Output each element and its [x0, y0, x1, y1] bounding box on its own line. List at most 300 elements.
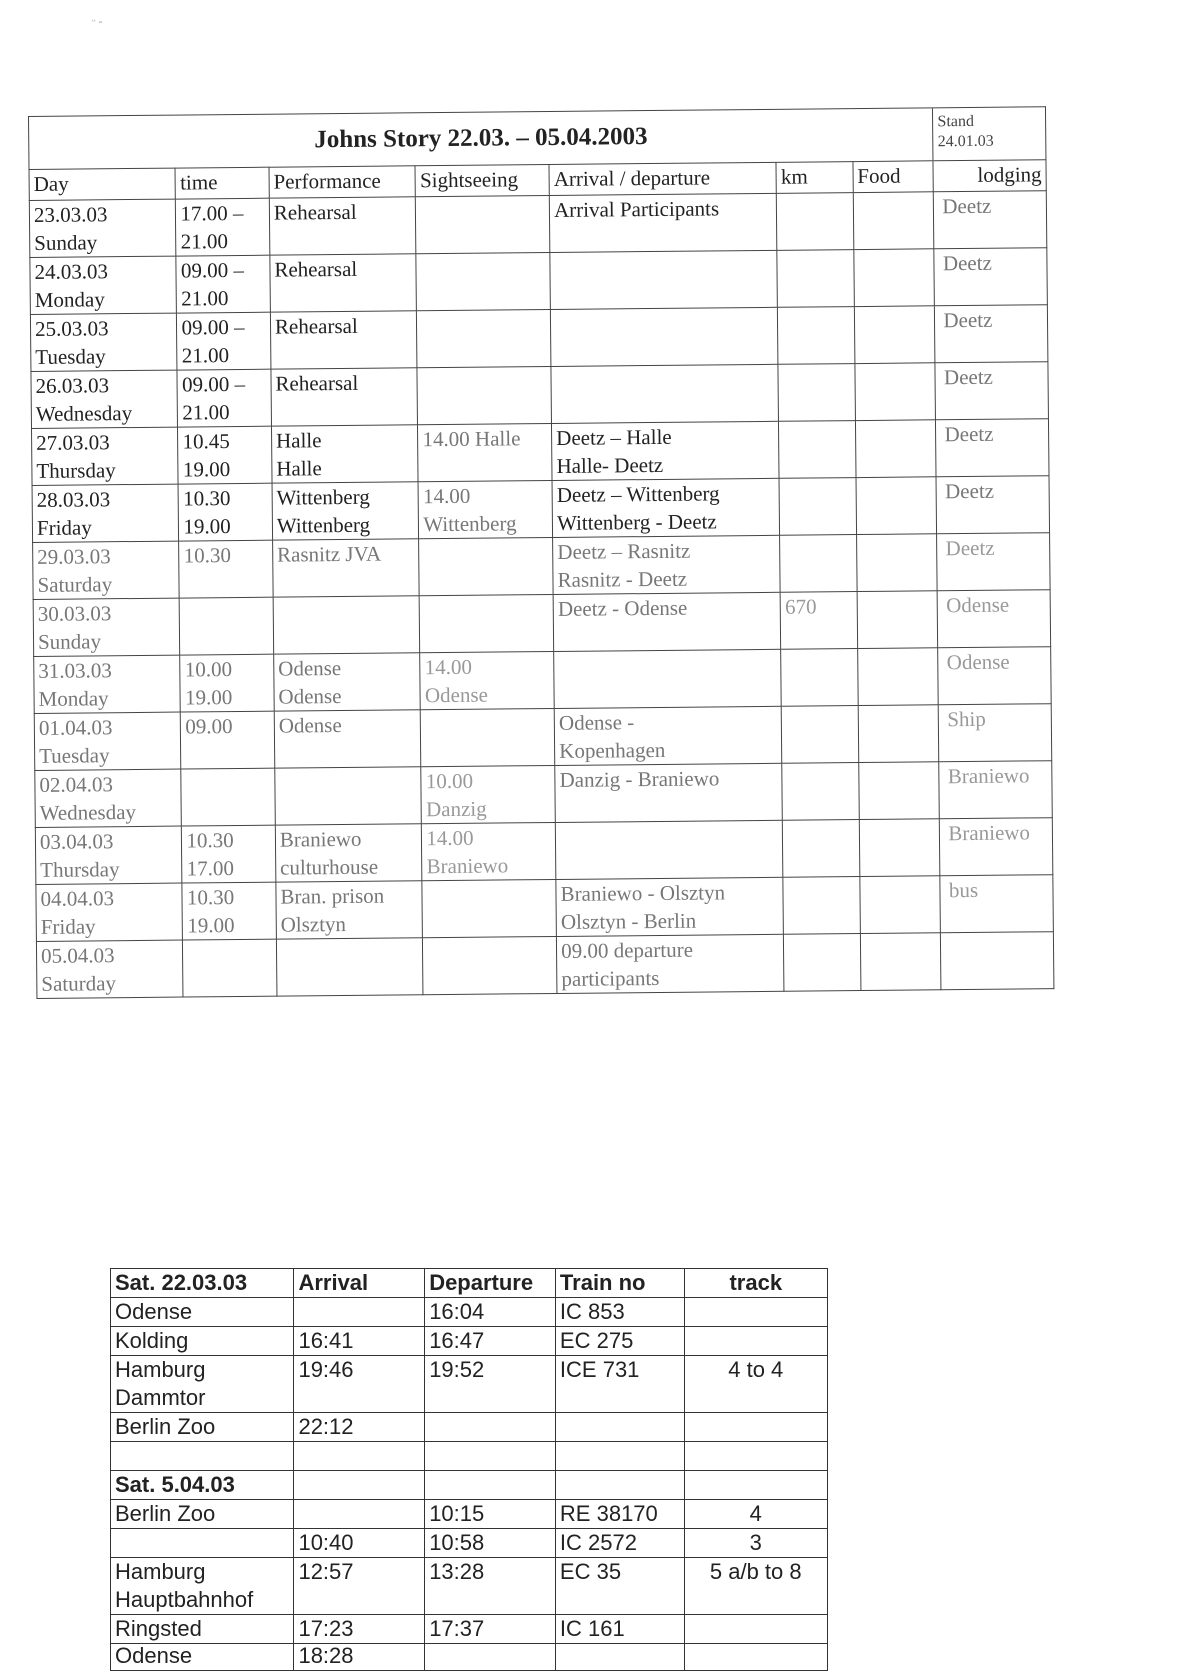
- lodging-cell: Deetz: [935, 362, 1048, 420]
- arrival-departure-cell: [552, 478, 780, 537]
- blank-row: [111, 1442, 828, 1471]
- performance-cell: [269, 197, 416, 255]
- sightseeing-cell: [417, 309, 551, 367]
- station-name: Hamburg: [115, 1357, 206, 1382]
- food-cell: [860, 933, 941, 991]
- km-cell: [779, 478, 856, 536]
- cell-line: Rehearsal: [274, 313, 358, 339]
- station-cell: [111, 1644, 294, 1671]
- time-cell: [180, 597, 274, 655]
- departure-cell: [425, 1413, 556, 1442]
- km-cell: [784, 934, 861, 992]
- train-cell: IC 853: [555, 1298, 684, 1327]
- day-date: 01.04.03: [38, 715, 113, 740]
- day-weekday: Monday: [34, 287, 105, 312]
- arrival-value: 18:28: [298, 1643, 354, 1668]
- station-name: Berlin Zoo: [115, 1414, 216, 1439]
- sightseeing-cell: [419, 537, 553, 595]
- train-cell: [555, 1644, 684, 1671]
- arrival-departure-cell: [555, 820, 783, 879]
- day-cell: [36, 940, 183, 998]
- arrival-cell: 22:12: [294, 1413, 425, 1442]
- arrival-cell: [294, 1500, 425, 1529]
- lodging-cell: Deetz: [936, 419, 1049, 477]
- day-weekday: Friday: [40, 914, 96, 939]
- blank-cell: [555, 1442, 684, 1471]
- departure-cell: [425, 1644, 556, 1671]
- performance-cell: [276, 938, 423, 996]
- day-weekday: Wednesday: [35, 401, 133, 426]
- header-km: km: [776, 162, 853, 194]
- day-date: 30.03.03: [37, 601, 112, 626]
- performance-cell: [275, 824, 422, 882]
- cell-line: participants: [561, 965, 660, 991]
- day-weekday: Tuesday: [35, 344, 106, 369]
- day-date: 29.03.03: [37, 544, 111, 569]
- station-name: Dammtor: [115, 1385, 206, 1410]
- day-cell: [30, 256, 177, 314]
- cell-line: Wittenberg: [276, 484, 370, 510]
- cell-line: 21.00: [180, 229, 229, 254]
- day-date: 27.03.03: [36, 430, 110, 455]
- cell-line: Arrival Participants: [553, 196, 720, 222]
- arrival-departure-cell: [553, 592, 781, 651]
- time-cell: [182, 825, 276, 883]
- day-cell: [32, 484, 179, 542]
- time-cell: [176, 255, 270, 313]
- sightseeing-cell: [422, 879, 556, 937]
- train-cell: EC 275: [555, 1327, 684, 1356]
- food-cell: [858, 762, 939, 820]
- blank-cell: [425, 1442, 556, 1471]
- blank-cell: [294, 1442, 425, 1471]
- cell-line: 10.00: [184, 657, 233, 682]
- arrival-departure-cell: [557, 934, 785, 993]
- cell-line: Kopenhagen: [559, 737, 666, 763]
- km-cell: [783, 877, 860, 935]
- day-weekday: Sunday: [37, 629, 102, 654]
- time-cell: [178, 426, 272, 484]
- cell-line: 21.00: [181, 343, 230, 368]
- train-cell: [555, 1413, 684, 1442]
- blank-cell: [555, 1471, 684, 1500]
- cell-line: Deetz – Wittenberg: [556, 481, 720, 507]
- cell-line: 14.00: [426, 825, 474, 851]
- food-cell: [854, 249, 935, 307]
- day-weekday: Monday: [38, 686, 109, 711]
- food-cell: [857, 648, 938, 706]
- cell-line: 14.00: [422, 483, 471, 509]
- performance-cell: [276, 881, 423, 939]
- sightseeing-cell: [422, 822, 556, 880]
- stand-label: Stand: [937, 112, 975, 131]
- performance-cell: [272, 482, 419, 540]
- day-weekday: Friday: [36, 515, 92, 540]
- km-cell: [778, 364, 855, 422]
- station-name: Kolding: [115, 1328, 189, 1353]
- day-cell: [35, 769, 182, 827]
- departure-cell: 10:58: [425, 1529, 556, 1558]
- train-row: [111, 1644, 828, 1671]
- arrival-departure-cell: [554, 706, 782, 765]
- schedule-row: [34, 704, 1052, 771]
- lodging-cell: [941, 932, 1054, 990]
- cell-line: 09.00 –: [181, 314, 245, 340]
- departure-cell: 17:37: [425, 1615, 556, 1644]
- time-cell: [183, 939, 277, 997]
- stand-date: 24.01.03: [937, 132, 994, 151]
- cell-line: 09.00 departure: [561, 937, 694, 963]
- schedule-row: [31, 362, 1049, 429]
- performance-cell: [271, 425, 418, 483]
- track-cell: [684, 1327, 827, 1356]
- lodging-cell: bus: [940, 875, 1053, 933]
- cell-line: Olsztyn - Berlin: [560, 908, 697, 934]
- cell-line: Odense: [278, 713, 342, 738]
- departure-cell: 13:28: [425, 1558, 556, 1615]
- performance-cell: [273, 596, 420, 654]
- cell-line: culturhouse: [280, 854, 379, 880]
- time-cell: [177, 369, 271, 427]
- train-cell: IC 2572: [555, 1529, 684, 1558]
- time-cell: [181, 711, 275, 769]
- day-weekday: Thursday: [40, 857, 120, 882]
- km-cell: [779, 421, 856, 479]
- sightseeing-cell: [421, 708, 555, 766]
- departure-cell: 16:04: [425, 1298, 556, 1327]
- day-cell: [34, 655, 181, 713]
- train-row: [111, 1558, 828, 1615]
- cell-line: Wittenberg: [423, 511, 517, 537]
- cell-line: Deetz – Rasnitz: [557, 538, 691, 564]
- day-date: 05.04.03: [40, 943, 115, 968]
- arrival-cell: 16:41: [294, 1327, 425, 1356]
- schedule-row: [35, 818, 1053, 885]
- cell-line: Halle- Deetz: [556, 452, 664, 478]
- blank-cell: [294, 1471, 425, 1500]
- day-cell: [33, 541, 180, 599]
- schedule-title: Johns Story 22.03. – 05.04.2003: [29, 108, 934, 170]
- lodging-cell: Braniewo: [940, 818, 1053, 876]
- day-weekday: Tuesday: [39, 743, 110, 768]
- day-weekday: Wednesday: [39, 799, 137, 825]
- cell-line: 09.00: [185, 714, 233, 739]
- cell-line: Wittenberg: [276, 512, 371, 538]
- day-weekday: Saturday: [41, 971, 117, 996]
- cell-line: 19.00: [187, 913, 235, 938]
- food-cell: [856, 477, 937, 535]
- km-cell: 670: [780, 592, 857, 650]
- arrival-departure-cell: [551, 307, 779, 366]
- track-cell: 5 a/b to 8: [684, 1558, 827, 1615]
- schedule-row: [30, 305, 1048, 372]
- food-cell: [856, 534, 937, 592]
- arrival-cell: 10:40: [294, 1529, 425, 1558]
- sightseeing-cell: [420, 651, 554, 709]
- station-name: Hamburg: [115, 1559, 206, 1584]
- lodging-cell: Deetz: [937, 533, 1050, 591]
- cell-line: Wittenberg - Deetz: [556, 509, 717, 535]
- train-row: [111, 1327, 828, 1356]
- km-cell: [780, 535, 857, 593]
- day-date: 03.04.03: [39, 829, 114, 854]
- food-cell: [859, 819, 940, 877]
- station-name: Odense: [115, 1299, 193, 1324]
- day-cell: [36, 883, 183, 941]
- cell-line: Deetz - Odense: [557, 595, 688, 621]
- departure-cell: 19:52: [425, 1356, 556, 1413]
- header-train-no: Train no: [555, 1269, 684, 1298]
- cell-line: Danzig: [425, 796, 487, 822]
- departure-cell: 10:15: [425, 1500, 556, 1529]
- day-date: 28.03.03: [36, 487, 111, 512]
- corner-mark: ᵕ -: [92, 14, 103, 28]
- lodging-cell: Deetz: [934, 191, 1047, 249]
- track-cell: 4 to 4: [684, 1356, 827, 1413]
- lodging-cell: Braniewo: [939, 761, 1052, 819]
- day-date: 26.03.03: [35, 373, 110, 398]
- train-row: [111, 1356, 828, 1413]
- cell-line: Rasnitz - Deetz: [557, 566, 688, 592]
- return-date: Sat. 5.04.03: [111, 1471, 294, 1500]
- header-day: Day: [29, 168, 176, 200]
- header-track: track: [684, 1269, 827, 1298]
- day-cell: [33, 598, 180, 656]
- day-weekday: Sunday: [34, 230, 98, 255]
- track-cell: [684, 1615, 827, 1644]
- performance-cell: [270, 311, 417, 369]
- schedule-row: [33, 533, 1051, 600]
- cell-line: Halle: [276, 456, 322, 481]
- schedule-row: [30, 248, 1048, 315]
- station-name: Berlin Zoo: [115, 1501, 216, 1526]
- performance-cell: [274, 710, 421, 768]
- time-cell: [176, 198, 270, 256]
- station-cell: [111, 1615, 294, 1644]
- arrival-departure-cell: [553, 535, 781, 594]
- train-row: [111, 1615, 828, 1644]
- schedule-table: [28, 106, 1054, 999]
- performance-cell: [271, 368, 418, 426]
- cell-line: 14.00 Halle: [422, 426, 521, 452]
- food-cell: [853, 192, 934, 250]
- cell-line: Rehearsal: [275, 370, 359, 396]
- cell-line: Halle: [275, 428, 322, 453]
- day-date: 31.03.03: [38, 658, 112, 683]
- track-cell: [684, 1413, 827, 1442]
- cell-line: 14.00: [424, 654, 473, 680]
- performance-cell: [272, 539, 419, 597]
- outbound-date: Sat. 22.03.03: [111, 1269, 294, 1298]
- lodging-cell: Deetz: [936, 476, 1049, 534]
- cell-line: 10.30: [186, 828, 234, 853]
- day-cell: [31, 427, 178, 485]
- time-cell: [182, 882, 276, 940]
- cell-line: 21.00: [181, 286, 229, 311]
- time-cell: [179, 540, 273, 598]
- km-cell: [777, 193, 854, 251]
- food-cell: [855, 363, 936, 421]
- blank-cell: [684, 1471, 827, 1500]
- km-cell: [782, 763, 859, 821]
- sightseeing-cell: [419, 594, 553, 652]
- blank-cell: [111, 1442, 294, 1471]
- return-header-row: [111, 1471, 828, 1500]
- time-cell: [177, 312, 271, 370]
- cell-line: Olsztyn: [280, 911, 347, 937]
- schedule-row: [36, 932, 1054, 999]
- train-row: [111, 1298, 828, 1327]
- cell-line: 09.00 –: [180, 257, 245, 283]
- blank-cell: [425, 1471, 556, 1500]
- arrival-cell: [294, 1644, 425, 1671]
- day-weekday: Saturday: [37, 572, 113, 597]
- cell-line: 19.00: [183, 514, 231, 539]
- performance-cell: [270, 254, 417, 312]
- blank-cell: [684, 1442, 827, 1471]
- station-name: Ringsted: [115, 1616, 202, 1641]
- header-arrival: Arrival: [294, 1269, 425, 1298]
- day-date: 02.04.03: [39, 772, 114, 797]
- station-cell: [111, 1558, 294, 1615]
- day-date: 24.03.03: [34, 259, 109, 284]
- schedule-row: [33, 590, 1051, 657]
- lodging-cell: Ship: [939, 704, 1052, 762]
- sightseeing-cell: [418, 423, 552, 481]
- sightseeing-cell: [421, 765, 555, 823]
- food-cell: [855, 420, 936, 478]
- header-performance: Performance: [269, 166, 416, 198]
- cell-line: 10.30: [183, 543, 232, 568]
- header-food: Food: [853, 161, 934, 193]
- arrival-cell: [294, 1298, 425, 1327]
- schedule-row: [31, 419, 1049, 486]
- sightseeing-cell: [418, 480, 552, 538]
- schedule-row: [36, 875, 1054, 942]
- food-cell: [860, 876, 941, 934]
- station-cell: [111, 1327, 294, 1356]
- train-cell: RE 38170: [555, 1500, 684, 1529]
- train-table: [110, 1268, 828, 1671]
- cell-line: 10.30: [186, 885, 235, 910]
- km-cell: [777, 250, 854, 308]
- departure-cell: 16:47: [425, 1327, 556, 1356]
- train-cell: EC 35: [555, 1558, 684, 1615]
- arrival-cell: 12:57: [294, 1558, 425, 1615]
- cell-line: Braniewo - Olsztyn: [560, 880, 726, 906]
- schedule-row: [32, 476, 1050, 543]
- sightseeing-cell: [423, 936, 557, 994]
- day-date: 25.03.03: [34, 316, 109, 341]
- cell-line: Odense -: [558, 710, 635, 735]
- cell-line: Deetz – Halle: [556, 424, 672, 450]
- header-departure: Departure: [425, 1269, 556, 1298]
- track-cell: [684, 1298, 827, 1327]
- cell-line: 09.00 –: [181, 371, 246, 397]
- time-cell: [181, 768, 275, 826]
- sightseeing-cell: [416, 195, 550, 253]
- cell-line: 19.00: [182, 457, 231, 482]
- day-cell: [30, 313, 177, 371]
- time-cell: [180, 654, 274, 712]
- schedule-row: [34, 647, 1052, 714]
- stand-cell: [933, 107, 1046, 161]
- cell-line: Odense: [278, 656, 342, 681]
- cell-line: 17.00 –: [180, 200, 244, 226]
- lodging-cell: Deetz: [934, 248, 1047, 306]
- km-cell: [783, 820, 860, 878]
- cell-line: 10.30: [183, 486, 231, 511]
- cell-line: 10.00: [425, 768, 474, 794]
- train-row: [111, 1413, 828, 1442]
- cell-line: Danzig - Braniewo: [559, 766, 720, 792]
- station-name: Odense: [115, 1643, 193, 1668]
- arrival-departure-cell: [551, 364, 779, 423]
- train-cell: IC 161: [555, 1615, 684, 1644]
- arrival-departure-cell: [556, 877, 784, 936]
- cell-line: Odense: [424, 682, 489, 708]
- food-cell: [858, 705, 939, 763]
- train-row: [111, 1500, 828, 1529]
- cell-line: 19.00: [184, 685, 233, 710]
- header-lodging: lodging: [933, 160, 1046, 192]
- cell-line: 10.45: [182, 429, 230, 454]
- day-cell: [34, 712, 181, 770]
- arrival-cell: 19:46: [294, 1356, 425, 1413]
- cell-line: Bran. prison: [280, 883, 385, 909]
- station-cell: [111, 1298, 294, 1327]
- day-weekday: Thursday: [36, 458, 116, 483]
- arrival-departure-cell: [549, 193, 777, 252]
- performance-cell: [274, 653, 421, 711]
- km-cell: [778, 307, 855, 365]
- performance-cell: [275, 767, 422, 825]
- arrival-cell: 17:23: [294, 1615, 425, 1644]
- header-sightseeing: Sightseeing: [415, 164, 549, 196]
- food-cell: [857, 591, 938, 649]
- train-row: [111, 1529, 828, 1558]
- day-cell: [35, 826, 182, 884]
- food-cell: [854, 306, 935, 364]
- track-cell: 3: [684, 1529, 827, 1558]
- station-name: Hauptbahnhof: [115, 1587, 254, 1612]
- arrival-departure-cell: [554, 649, 782, 708]
- station-cell: [111, 1500, 294, 1529]
- cell-line: Braniewo: [279, 826, 362, 852]
- arrival-departure-cell: [552, 421, 780, 480]
- lodging-cell: Odense: [938, 647, 1051, 705]
- day-cell: [31, 370, 178, 428]
- schedule-row: [29, 191, 1047, 258]
- cell-line: Rasnitz JVA: [276, 541, 382, 567]
- lodging-cell: Odense: [938, 590, 1051, 648]
- cell-line: 21.00: [182, 400, 230, 425]
- arrival-departure-cell: [550, 250, 778, 309]
- station-cell: [111, 1356, 294, 1413]
- cell-line: Rehearsal: [273, 199, 357, 225]
- header-arrival-departure: Arrival / departure: [549, 162, 776, 195]
- day-date: 23.03.03: [33, 202, 108, 227]
- station-cell: [111, 1529, 294, 1558]
- train-header-row: [111, 1269, 828, 1298]
- day-cell: [29, 199, 176, 257]
- time-cell: [179, 483, 273, 541]
- cell-line: Braniewo: [426, 853, 509, 879]
- arrival-departure-cell: [555, 763, 783, 822]
- cell-line: 17.00: [186, 856, 235, 881]
- track-cell: [684, 1644, 827, 1671]
- title-row: [29, 107, 1046, 170]
